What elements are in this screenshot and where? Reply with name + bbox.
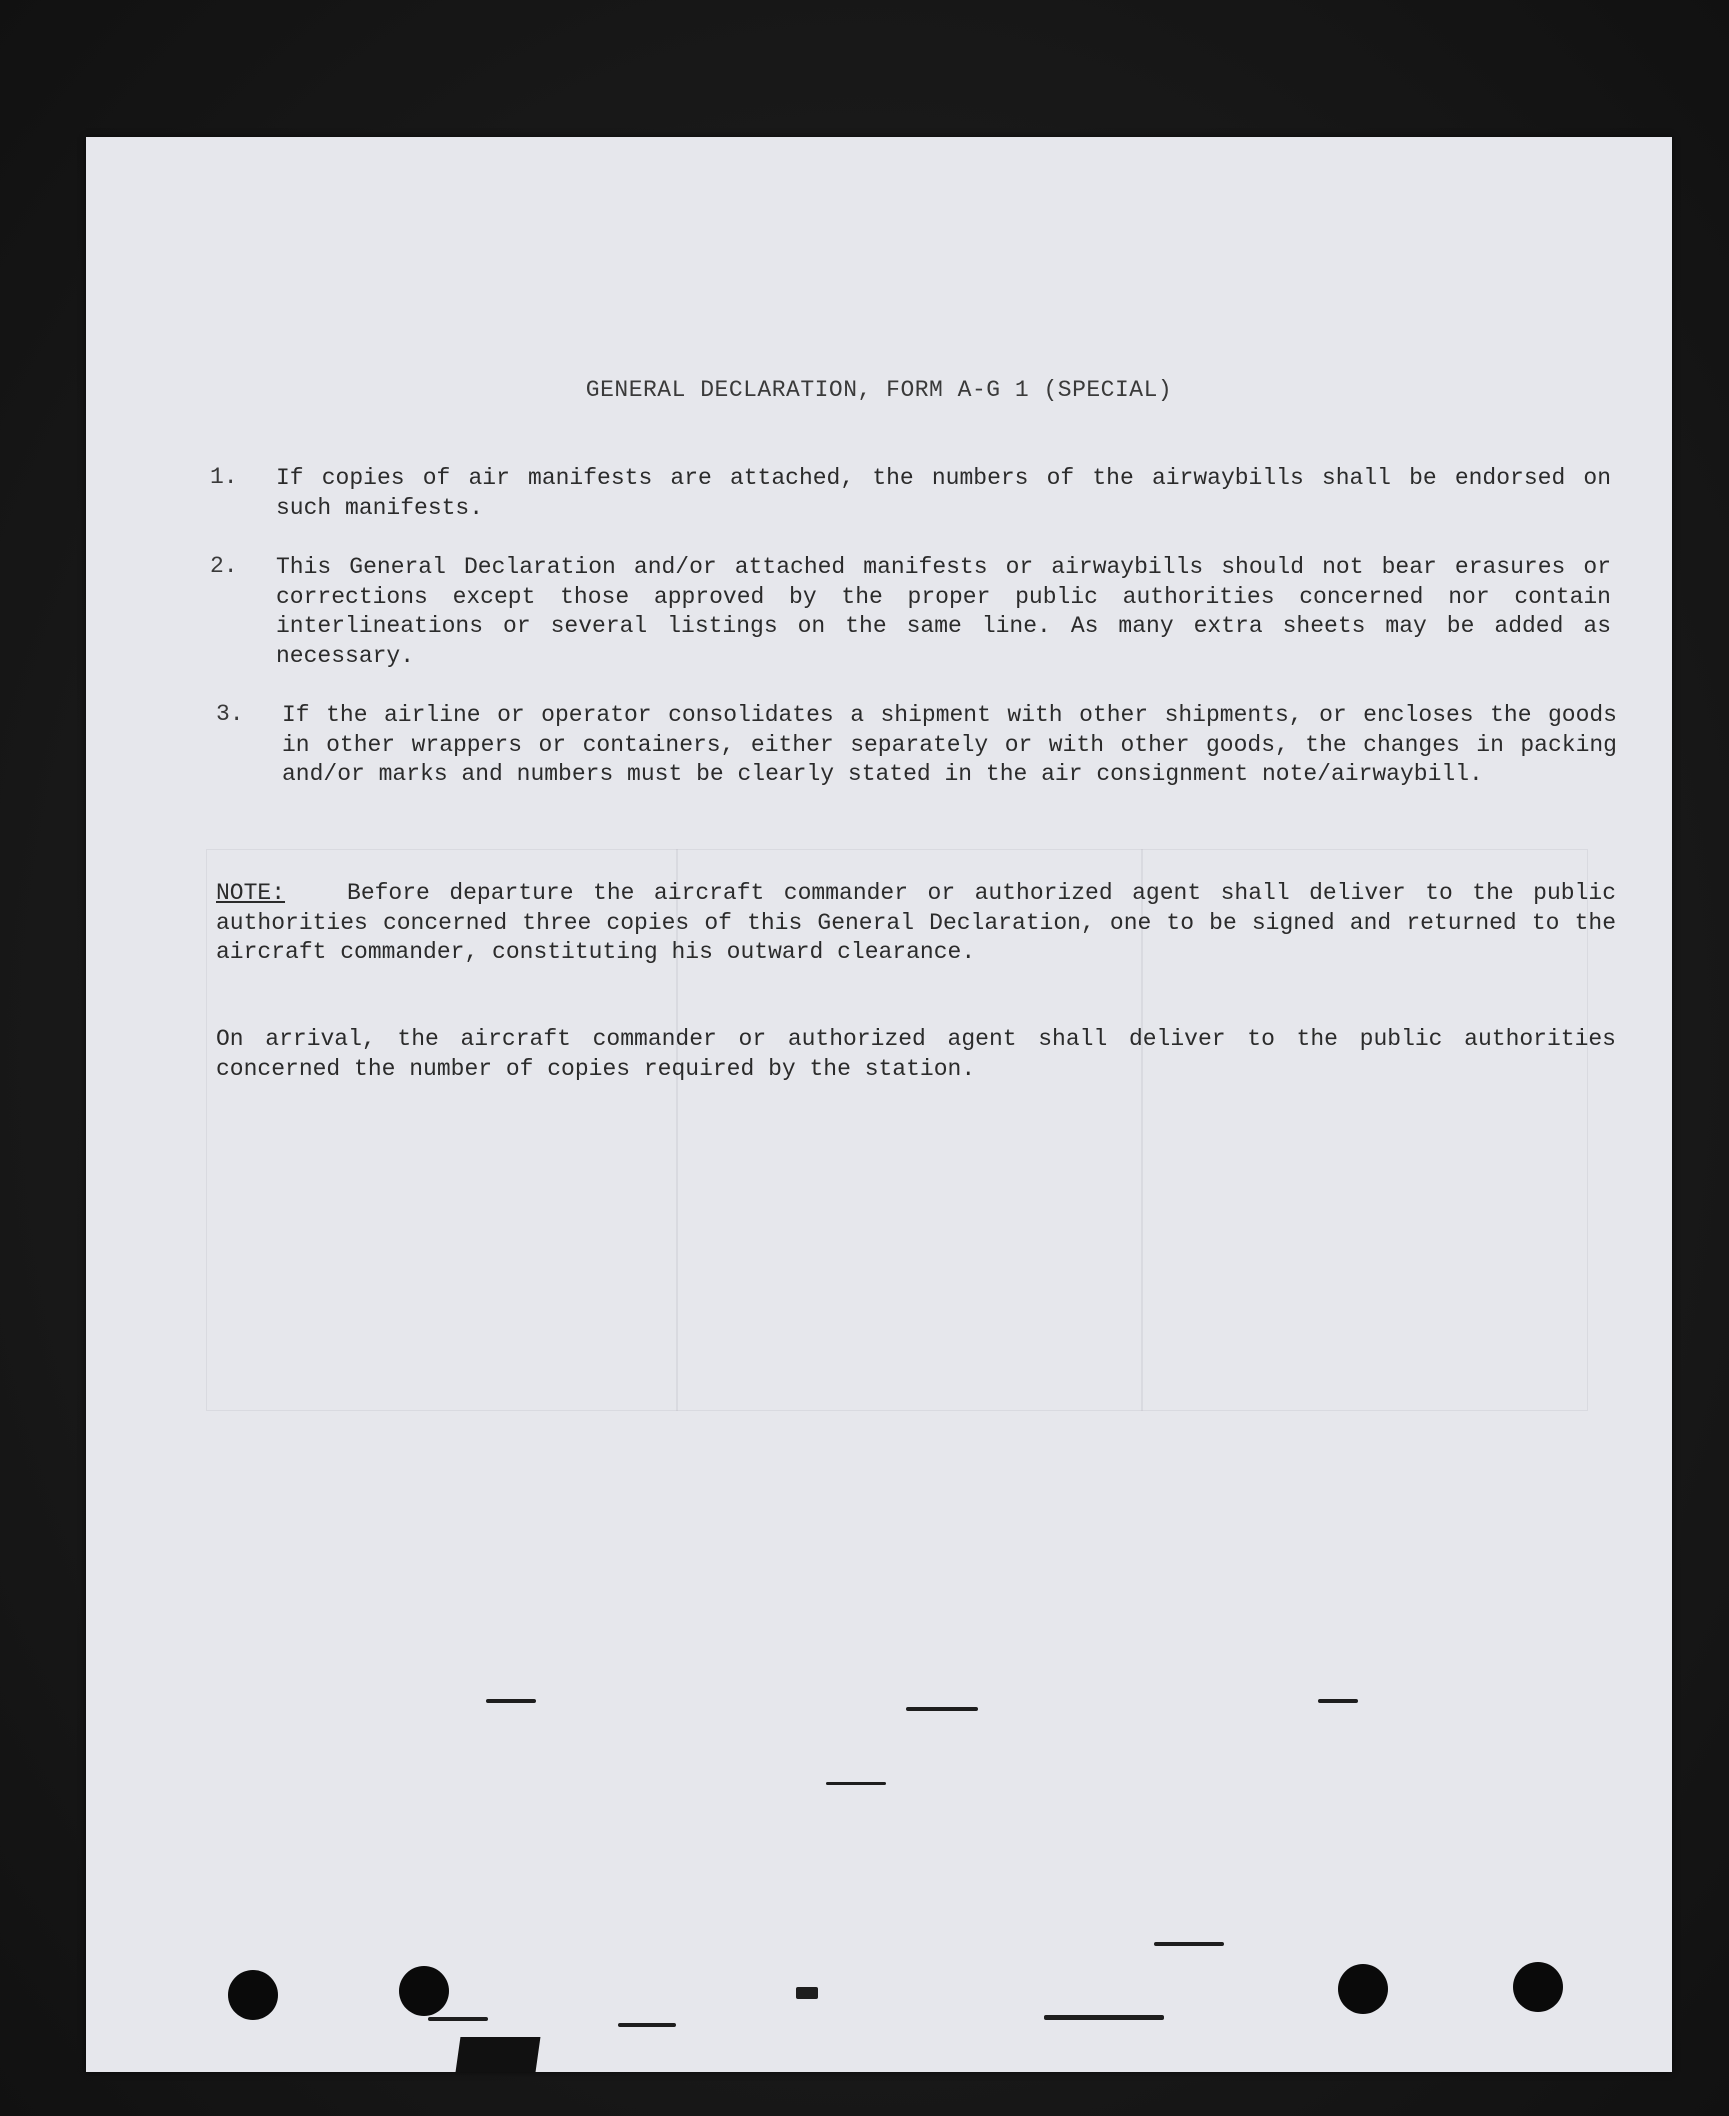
- punch-hole: [228, 1970, 278, 2020]
- item-text: This General Declaration and/or attached manifests or airwaybills should not bear erasures or corrections except those approved by the proper public authorities concerned nor contain interlineations or several listings on the same line. As many extra sheets may be added as necessary.: [276, 554, 1611, 669]
- scan-speck: [796, 1987, 818, 1999]
- scan-speck: [1318, 1699, 1358, 1703]
- note-paragraph: [216, 879, 1616, 968]
- arrival-paragraph: On arrival, the aircraft commander or authorized agent shall deliver to the public authorities concerned the number of copies required by the station.: [216, 1026, 1616, 1082]
- scan-speck: [428, 2017, 488, 2021]
- note-text: Before departure the aircraft commander or authorized agent shall deliver to the public authorities concerned three copies of this General Declaration, one to be signed and returned to the aircraft commander, constituting his outward clearance.: [216, 880, 1616, 965]
- scan-speck: [486, 1699, 536, 1703]
- item-number: 2.: [210, 553, 238, 579]
- document-page: [86, 137, 1672, 2072]
- punch-hole: [399, 1966, 449, 2016]
- item-number: 1.: [210, 464, 238, 490]
- scan-speck: [826, 1782, 886, 1785]
- item-text: If copies of air manifests are attached, the numbers of the airwaybills shall be endorsed on such manifests.: [276, 465, 1611, 521]
- scan-edge-mark: [456, 2037, 541, 2072]
- form-title: GENERAL DECLARATION, FORM A-G 1 (SPECIAL): [585, 377, 1173, 403]
- item-number: 3.: [216, 701, 244, 727]
- scan-speck: [1154, 1942, 1224, 1946]
- item-text: If the airline or operator consolidates a shipment with other shipments, or encloses the goods in other wrappers or containers, either separately or with other goods, the changes in packing and/or marks and numbers must be clearly stated in the air consignment note/airwaybill.: [282, 702, 1617, 787]
- punch-hole: [1513, 1962, 1563, 2012]
- punch-hole: [1338, 1964, 1388, 2014]
- scan-speck: [618, 2023, 676, 2027]
- scan-speck: [1044, 2015, 1164, 2020]
- scan-speck: [906, 1707, 978, 1711]
- note-label: NOTE:: [216, 880, 286, 906]
